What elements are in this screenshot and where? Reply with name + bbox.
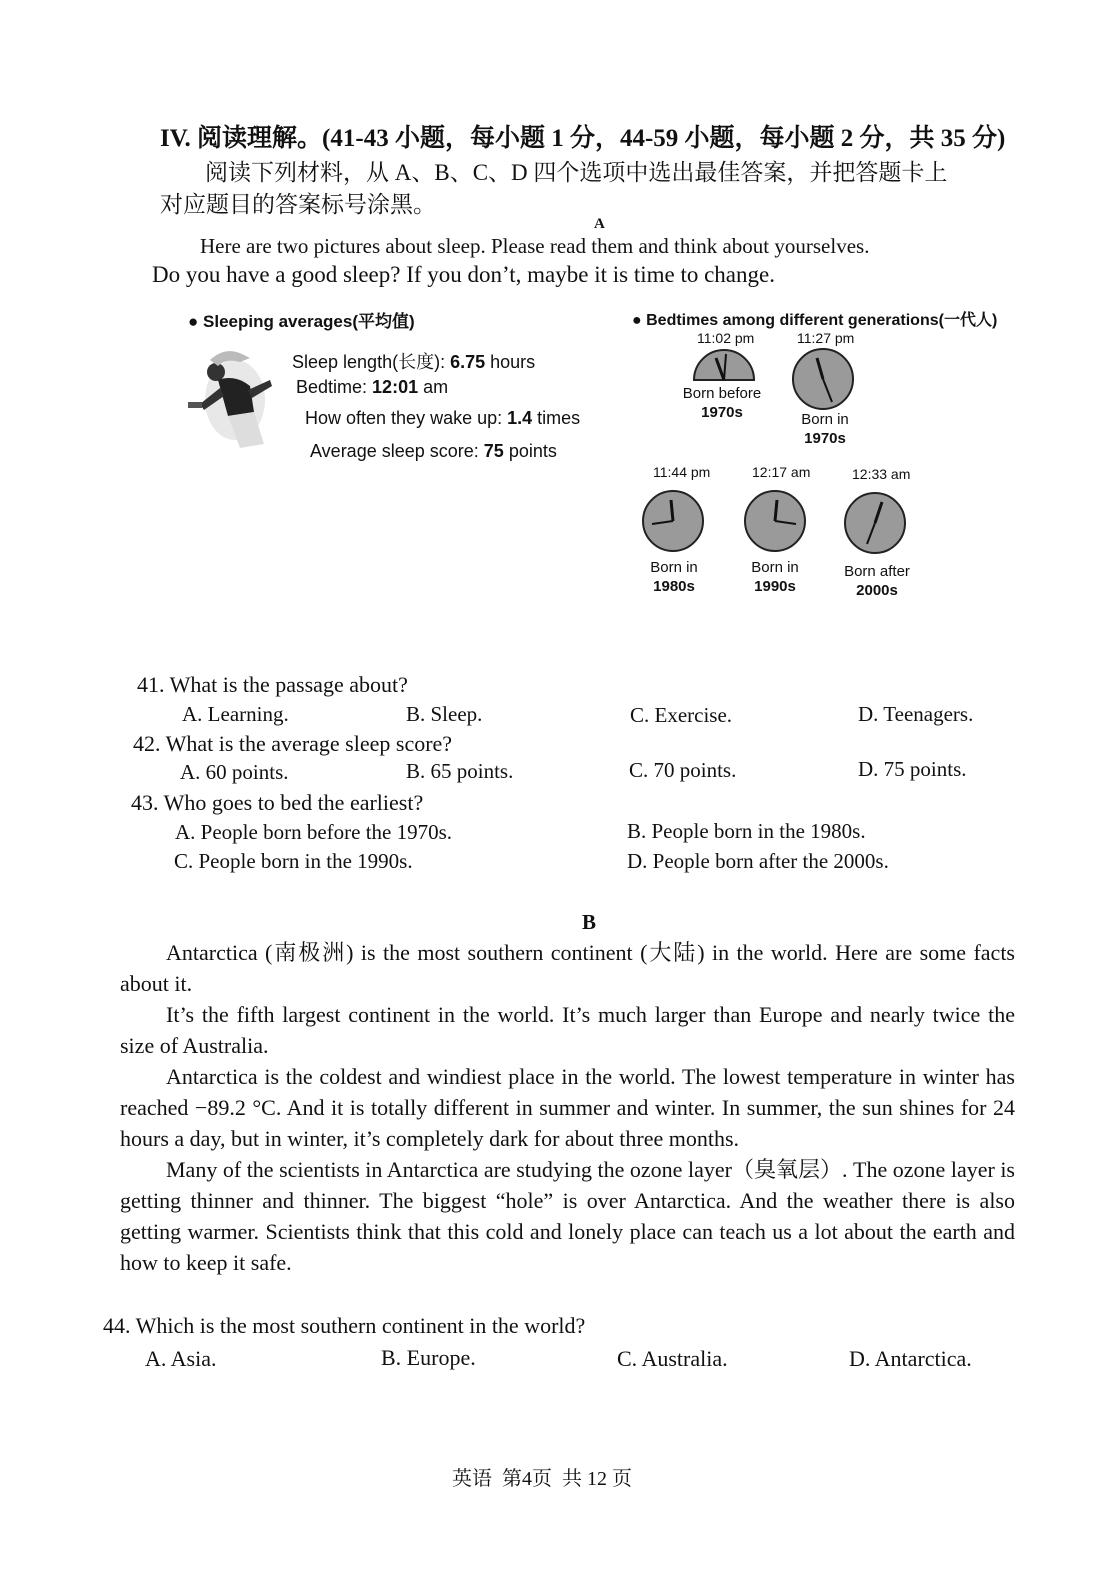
option: A. Asia. (145, 1346, 217, 1371)
option: A. 60 points. (180, 760, 289, 784)
option: C. Exercise. (630, 703, 733, 727)
gen-label: Born in 1970s (801, 411, 849, 447)
instruction-line-1: 阅读下列材料，从 A、B、C、D 四个选项中选出最佳答案，并把答题卡上 (205, 160, 948, 185)
option: D. 75 points. (858, 757, 967, 781)
gen-time: 11:27 pm (797, 330, 855, 346)
stat-sleep-score: Average sleep score: 75 points (310, 441, 557, 461)
question-stem: 41. What is the passage about? (137, 672, 408, 697)
stat-sleep-length: Sleep length(长度): 6.75 hours (292, 352, 536, 372)
page-footer: 英语 第4页 共 12 页 (452, 1468, 632, 1490)
passage-b-letter: B (582, 910, 597, 934)
clock-icon (742, 488, 808, 554)
generations-heading: ● Bedtimes among different generations(一代人) (632, 312, 998, 329)
gen-label: Born in 1990s (751, 559, 799, 595)
section-title: IV. 阅读理解。(41-43 小题，每小题 1 分，44-59 小题，每小题 2 分，共 35 分) (160, 125, 1006, 152)
gen-time: 11:44 pm (653, 464, 711, 480)
question-stem: 44. Which is the most southern continent in the world? (103, 1313, 586, 1338)
passage-paragraph: Antarctica (南极洲) is the most southern continent (大陆) in the world. Here are some facts about it. (120, 940, 1015, 996)
half-clock-icon (692, 346, 756, 382)
gen-time: 12:17 am (752, 464, 811, 480)
stat-bedtime: Bedtime: 12:01 am (296, 377, 449, 397)
option: B. Europe. (381, 1345, 476, 1370)
question-stem: 42. What is the average sleep score? (133, 731, 453, 756)
option: D. People born after the 2000s. (627, 849, 889, 873)
passage-a-intro-line-2: Do you have a good sleep? If you don’t, maybe it is time to change. (152, 262, 775, 287)
option: B. 65 points. (406, 759, 514, 783)
passage-b-body (120, 937, 1015, 1278)
sleeping-averages-heading: ● Sleeping averages(平均值) (188, 312, 415, 331)
option: C. 70 points. (629, 758, 737, 782)
option: C. Australia. (617, 1346, 728, 1371)
instruction-line-2: 对应题目的答案标号涂黑。 (160, 192, 436, 217)
option: D. Antarctica. (849, 1346, 972, 1371)
sleeping-person-image (180, 340, 280, 455)
gen-time: 12:33 am (852, 466, 911, 482)
clock-icon (842, 490, 908, 556)
option: A. Learning. (182, 702, 289, 726)
clock-icon (640, 488, 706, 554)
bullet-icon: ● (632, 312, 642, 329)
bullet-icon: ● (188, 312, 199, 331)
passage-paragraph: Many of the scientists in Antarctica are studying the ozone layer（臭氧层）. The ozone layer is getting thinner and thinner. The biggest “hole” is over Antarctica. And the weather there is also getting warmer. Scientists think that this cold and lonely place can teach us a lot about the earth and how to keep it safe. (120, 1157, 1015, 1275)
option: D. Teenagers. (858, 702, 974, 726)
option: B. Sleep. (406, 702, 483, 726)
passage-a-intro-line-1: Here are two pictures about sleep. Please read them and think about yourselves. (200, 234, 870, 258)
gen-label: Born in 1980s (650, 559, 698, 595)
passage-paragraph: Antarctica is the coldest and windiest place in the world. The lowest temperature in winter has reached −89.2 °C. And it is totally different in summer and winter. In summer, the sun shines for 24 hours a day, but in winter, it’s completely dark for about three months. (120, 1064, 1015, 1151)
option: B. People born in the 1980s. (627, 819, 866, 843)
passage-a-letter: A (594, 216, 605, 232)
option: A. People born before the 1970s. (175, 820, 453, 844)
gen-label: Born after 2000s (844, 563, 910, 599)
passage-paragraph: It’s the fifth largest continent in the world. It’s much larger than Europe and nearly twice the size of Australia. (120, 1002, 1015, 1058)
question-stem: 43. Who goes to bed the earliest? (131, 790, 424, 815)
clock-icon (790, 346, 856, 412)
option: C. People born in the 1990s. (174, 849, 413, 873)
gen-time: 11:02 pm (697, 330, 755, 346)
gen-label: Born before 1970s (682, 385, 762, 421)
stat-wake-up: How often they wake up: 1.4 times (305, 408, 581, 428)
